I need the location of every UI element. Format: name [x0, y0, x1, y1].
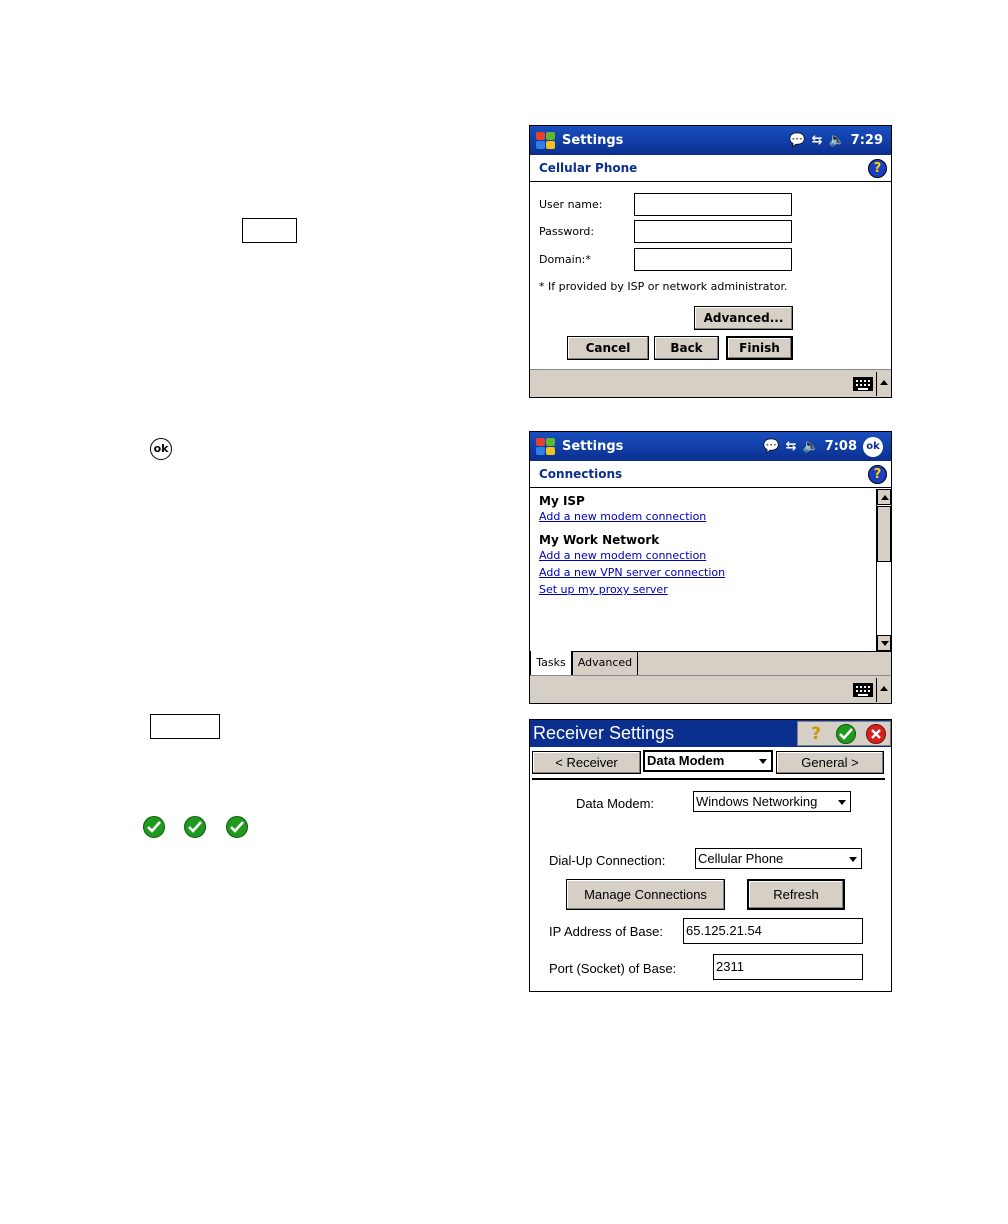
start-menu-icon[interactable] [534, 130, 558, 152]
page-title [530, 461, 891, 488]
port-input[interactable]: 2311 [713, 954, 863, 980]
title-actions [797, 721, 891, 746]
title-bar [530, 126, 891, 155]
cellular-phone-screen [529, 125, 892, 398]
ok-check-icon[interactable] [836, 724, 856, 744]
divider [876, 678, 877, 702]
back-button[interactable]: Back [654, 336, 719, 360]
check-icon [226, 816, 248, 838]
doc-button-placeholder [242, 218, 297, 243]
input-menu-arrow-icon[interactable] [880, 380, 888, 385]
page-title-text: Cellular Phone [539, 161, 638, 175]
scroll-thumb[interactable] [877, 506, 891, 562]
notification-icon[interactable]: 💬 [763, 439, 780, 454]
title-bar [530, 432, 891, 461]
advanced-button[interactable]: Advanced... [694, 306, 793, 330]
ok-button[interactable]: ok [863, 437, 883, 457]
input-menu-arrow-icon[interactable] [880, 686, 888, 691]
refresh-button[interactable]: Refresh [747, 879, 845, 910]
page-title [530, 155, 891, 182]
vertical-scrollbar[interactable] [876, 489, 891, 651]
user-name-label: User name: [539, 198, 603, 211]
footnote: * If provided by ISP or network administrator. [539, 280, 788, 293]
clock[interactable]: 7:29 [850, 133, 883, 148]
password-label: Password: [539, 225, 595, 238]
keyboard-icon[interactable] [853, 377, 873, 391]
divider [532, 778, 885, 780]
close-icon[interactable] [866, 724, 886, 744]
app-title: Receiver Settings [533, 723, 675, 743]
receiver-settings-screen [529, 719, 892, 992]
add-modem-connection-link[interactable]: Add a new modem connection [539, 549, 707, 562]
chevron-down-icon [759, 759, 767, 764]
connectivity-icon[interactable]: ⇆ [785, 439, 797, 454]
dial-up-connection-label: Dial-Up Connection: [549, 853, 666, 868]
data-modem-value: Windows Networking [696, 794, 818, 809]
dial-up-connection-value: Cellular Phone [698, 851, 784, 866]
group-heading-my-work-network: My Work Network [539, 533, 660, 547]
ok-icon: ok [150, 438, 172, 460]
tab-advanced[interactable]: Advanced [572, 651, 638, 676]
add-modem-connection-link[interactable]: Add a new modem connection [539, 510, 707, 523]
help-icon[interactable]: ? [868, 159, 887, 178]
connectivity-icon[interactable]: ⇆ [811, 133, 823, 148]
tab-strip [530, 651, 891, 676]
speaker-icon[interactable]: 🔈 [802, 439, 819, 454]
speaker-icon[interactable]: 🔈 [828, 133, 845, 148]
page-selector-dropdown[interactable] [643, 750, 773, 772]
add-vpn-connection-link[interactable]: Add a new VPN server connection [539, 566, 726, 579]
page-selector-value: Data Modem [647, 753, 725, 768]
domain-label: Domain:* [539, 253, 591, 266]
data-modem-dropdown[interactable] [693, 791, 851, 812]
app-title: Settings [562, 439, 624, 454]
check-icon [143, 816, 165, 838]
ip-address-label: IP Address of Base: [549, 924, 663, 939]
help-icon[interactable]: ? [868, 465, 887, 484]
menu-bar [530, 369, 891, 397]
group-heading-my-isp: My ISP [539, 494, 585, 508]
scroll-up-button[interactable] [877, 489, 891, 505]
data-modem-label: Data Modem: [576, 796, 655, 811]
title-bar [530, 720, 891, 747]
start-menu-icon[interactable] [534, 436, 558, 458]
domain-input[interactable] [634, 248, 792, 271]
page-title-text: Connections [539, 467, 623, 481]
notification-icon[interactable]: 💬 [789, 133, 806, 148]
divider [876, 372, 877, 396]
manage-connections-button[interactable]: Manage Connections [566, 879, 725, 910]
dial-up-connection-dropdown[interactable] [695, 848, 862, 869]
clock[interactable]: 7:08 [824, 439, 857, 454]
app-title: Settings [562, 133, 624, 148]
finish-button[interactable]: Finish [726, 336, 793, 360]
cancel-button[interactable]: Cancel [567, 336, 649, 360]
prev-page-button[interactable]: < Receiver [532, 751, 641, 774]
menu-bar [530, 675, 891, 703]
password-input[interactable] [634, 220, 792, 243]
check-icon [184, 816, 206, 838]
proxy-server-link[interactable]: Set up my proxy server [539, 583, 668, 596]
scroll-down-button[interactable] [877, 635, 891, 651]
ip-address-input[interactable]: 65.125.21.54 [683, 918, 863, 944]
tab-tasks[interactable]: Tasks [530, 651, 572, 676]
help-icon[interactable]: ? [811, 724, 821, 744]
doc-button-placeholder [150, 714, 220, 739]
next-page-button[interactable]: General > [776, 751, 884, 774]
chevron-down-icon [849, 857, 857, 862]
user-name-input[interactable] [634, 193, 792, 216]
port-label: Port (Socket) of Base: [549, 961, 677, 976]
connections-screen [529, 431, 892, 704]
chevron-down-icon [838, 800, 846, 805]
keyboard-icon[interactable] [853, 683, 873, 697]
